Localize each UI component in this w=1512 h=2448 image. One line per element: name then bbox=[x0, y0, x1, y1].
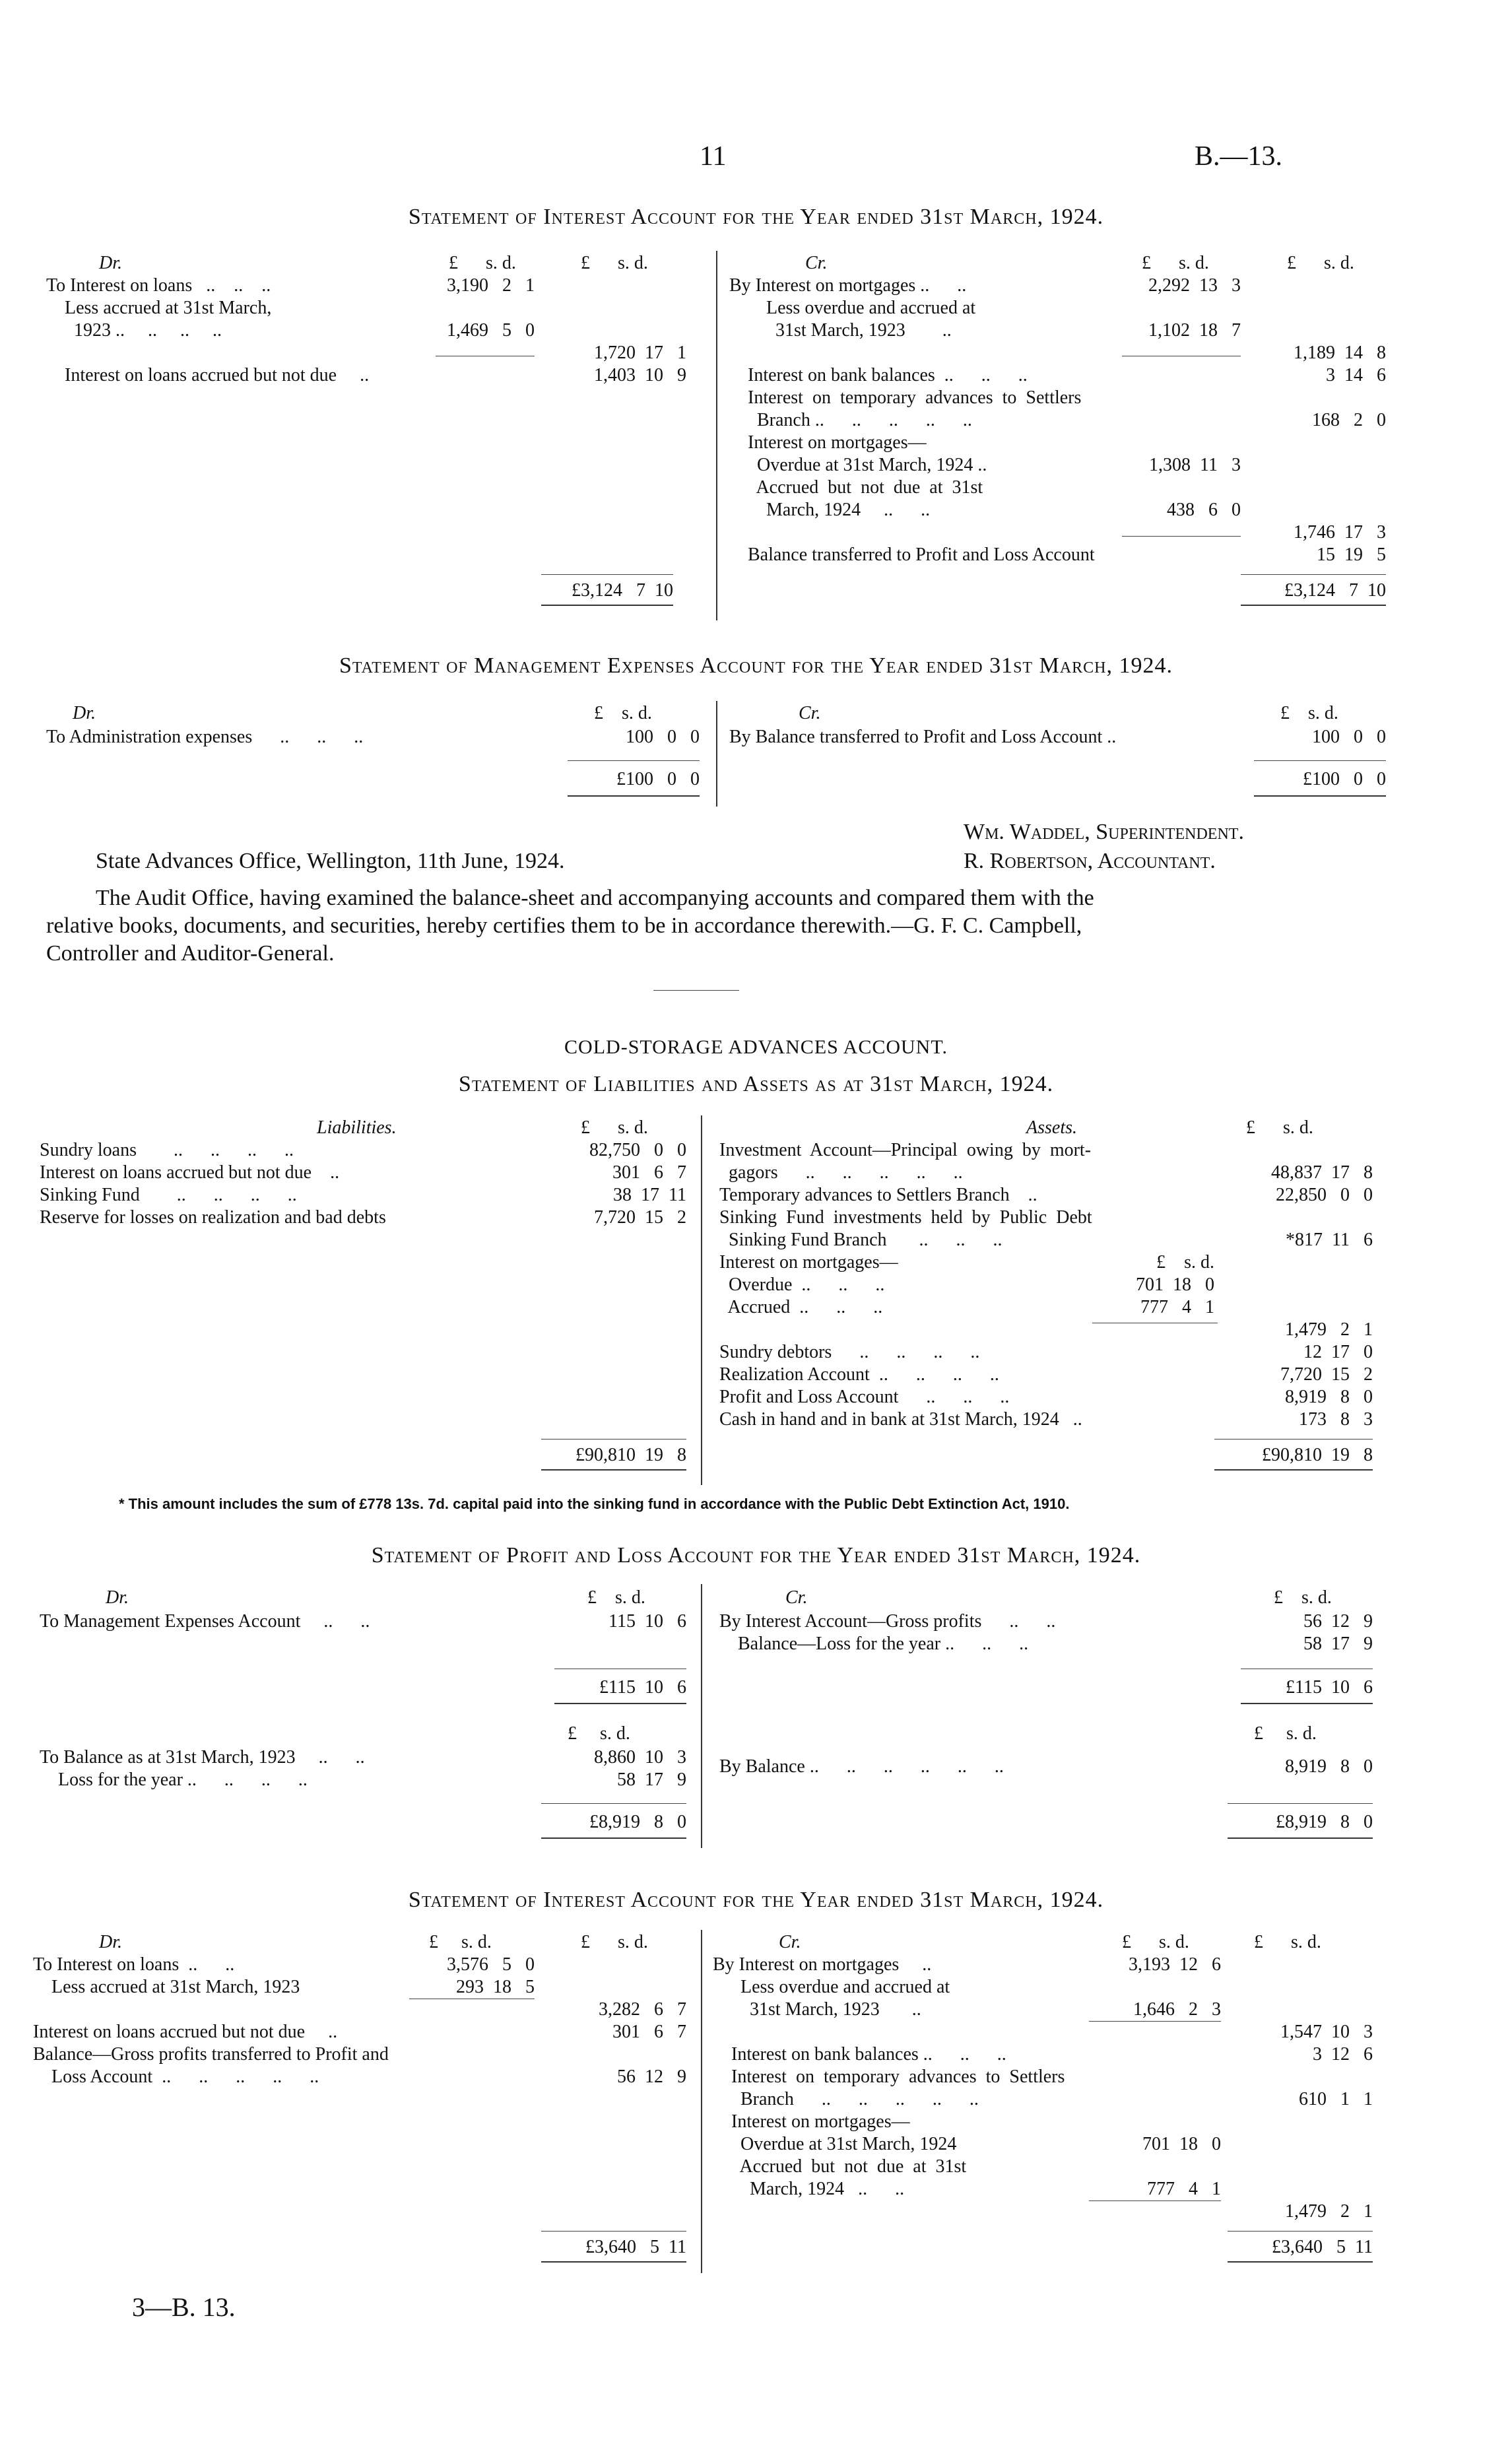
column-heading: £ s. d. bbox=[1122, 1932, 1189, 1952]
ledger-line-text: Interest on loans accrued but not due .. bbox=[33, 2022, 338, 2042]
ledger-line-text: Less overdue and accrued at bbox=[729, 298, 976, 318]
ledger-amount: 56 12 9 bbox=[617, 2067, 686, 2087]
amount: 100 0 0 bbox=[1312, 727, 1386, 747]
sum-rule bbox=[1089, 2021, 1221, 2022]
ledger-line-text: Interest on temporary advances to Settlers bbox=[729, 387, 1082, 408]
audit-certificate-line: relative books, documents, and securities, hereby certifies them to be in accordance therewith.—G. F. C. Campbell, bbox=[46, 913, 1082, 938]
sum-rule bbox=[1122, 536, 1241, 537]
ledger-amount: 82,750 0 0 bbox=[589, 1140, 686, 1160]
ledger-line-text: Reserve for losses on realization and bad debts bbox=[40, 1207, 386, 1228]
ledger-line-text: March, 1924 .. .. bbox=[713, 2179, 905, 2199]
ledger-line-text: Less overdue and accrued at bbox=[713, 1977, 950, 1997]
ledger-amount: 1,308 11 3 bbox=[1149, 455, 1241, 475]
column-heading: £ s. d. bbox=[1274, 1587, 1332, 1608]
ledger-amount: 777 4 1 bbox=[1147, 2179, 1221, 2199]
interest-account-line: By Interest Account—Gross profits .. .. bbox=[719, 1611, 1056, 1632]
dr-label: Dr. bbox=[99, 1932, 123, 1952]
signature-mark: 3—B. 13. bbox=[132, 2292, 236, 2322]
balance-line: To Balance as at 31st March, 1923 .. .. bbox=[40, 1747, 365, 1768]
cold-storage-heading: COLD-STORAGE ADVANCES ACCOUNT. bbox=[564, 1036, 948, 1058]
column-heading: £ s. d. bbox=[581, 253, 648, 273]
ledger-line-text: By Interest on mortgages .. .. bbox=[729, 275, 967, 296]
amount: 100 0 0 bbox=[626, 727, 700, 747]
interest-account-title: Statement of Interest Account for the Year ended 31st March, 1924. bbox=[408, 205, 1104, 229]
ledger-amount: 1,403 10 9 bbox=[594, 365, 686, 385]
ledger-amount: *817 11 6 bbox=[1286, 1230, 1373, 1250]
management-expenses-title: Statement of Management Expenses Account for the Year ended 31st March, 1924. bbox=[339, 653, 1173, 678]
ledger-line-text: Branch .. .. .. .. .. bbox=[729, 410, 972, 430]
ledger-amount: 173 8 3 bbox=[1299, 1409, 1373, 1430]
ledger-line-text: Interest on loans accrued but not due .. bbox=[40, 1162, 340, 1183]
document-reference: B.—13. bbox=[1195, 141, 1283, 172]
total-rule bbox=[1254, 760, 1386, 761]
assets-label: Assets. bbox=[1026, 1117, 1077, 1138]
ledger-line-text: Realization Account .. .. .. .. bbox=[719, 1364, 999, 1385]
management-expenses-line: To Management Expenses Account .. .. bbox=[40, 1611, 370, 1632]
ledger-line-text: Interest on mortgages— bbox=[713, 2111, 910, 2132]
amount: 115 10 6 bbox=[608, 1611, 686, 1632]
cr-label: Cr. bbox=[779, 1932, 801, 1952]
ledger-line-text: Sundry debtors .. .. .. .. bbox=[719, 1342, 980, 1362]
amount: 56 12 9 bbox=[1303, 1611, 1373, 1632]
column-divider bbox=[701, 1115, 702, 1485]
total-double-rule bbox=[541, 2261, 686, 2263]
total-rule bbox=[541, 1803, 686, 1804]
ledger-amount: 3,282 6 7 bbox=[599, 1999, 686, 2020]
ledger-line-text: To Interest on loans .. .. bbox=[33, 1954, 235, 1975]
dr-total: £3,640 5 11 bbox=[585, 2237, 686, 2257]
dr-label: Dr. bbox=[99, 253, 123, 273]
total-rule bbox=[1228, 1803, 1373, 1804]
ledger-line-text: By Interest on mortgages .. bbox=[713, 1954, 932, 1975]
profit-loss-title: Statement of Profit and Loss Account for the Year ended 31st March, 1924. bbox=[371, 1543, 1141, 1568]
ledger-line-text: Less accrued at 31st March, bbox=[46, 298, 272, 318]
administration-expenses-line: To Administration expenses .. .. .. bbox=[46, 727, 364, 747]
ledger-amount: 301 6 7 bbox=[612, 1162, 686, 1183]
ledger-line-text: Interest on loans accrued but not due .. bbox=[46, 365, 370, 385]
ledger-amount: 2,292 13 3 bbox=[1148, 275, 1241, 296]
ledger-amount: 1,646 2 3 bbox=[1133, 1999, 1221, 2020]
total-double-rule bbox=[541, 605, 673, 606]
ledger-amount: 48,837 17 8 bbox=[1271, 1162, 1373, 1183]
ledger-amount: 15 19 5 bbox=[1317, 545, 1386, 565]
ledger-line-text: 31st March, 1923 .. bbox=[713, 1999, 921, 2020]
liabilities-assets-title: Statement of Liabilities and Assets as at 31st March, 1924. bbox=[458, 1072, 1054, 1096]
cr-total: £8,919 8 0 bbox=[1276, 1812, 1373, 1832]
ledger-amount: 3,190 2 1 bbox=[447, 275, 535, 296]
dr-total: £100 0 0 bbox=[616, 769, 700, 789]
footnote: * This amount includes the sum of £778 13s. 7d. capital paid into the sinking fund in accordance with the Public Debt Extinction Act, 1910. bbox=[119, 1496, 1070, 1512]
ledger-amount: 1,547 10 3 bbox=[1280, 2022, 1373, 2042]
audit-certificate-line: Controller and Auditor-General. bbox=[46, 941, 335, 966]
ledger-line-text: Accrued but not due at 31st bbox=[729, 477, 983, 498]
ledger-line-text: Balance transferred to Profit and Loss Account bbox=[729, 545, 1095, 565]
ledger-line-text: March, 1924 .. .. bbox=[729, 500, 931, 520]
ledger-amount: 3 14 6 bbox=[1326, 365, 1386, 385]
ledger-amount: 22,850 0 0 bbox=[1276, 1185, 1373, 1205]
cr-label: Cr. bbox=[785, 1587, 808, 1608]
column-heading: £ s. d. bbox=[1142, 253, 1209, 273]
dr-total: £8,919 8 0 bbox=[589, 1812, 686, 1832]
column-divider bbox=[716, 701, 717, 807]
ledger-line-text: gagors .. .. .. .. .. bbox=[719, 1162, 963, 1183]
ledger-amount: 12 17 0 bbox=[1303, 1342, 1373, 1362]
column-heading: £ s. d. bbox=[568, 1723, 630, 1744]
amount: 58 17 9 bbox=[1303, 1634, 1373, 1654]
cr-total: £100 0 0 bbox=[1303, 769, 1386, 789]
ledger-amount: 301 6 7 bbox=[612, 2022, 686, 2042]
ledger-line-text: Profit and Loss Account .. .. .. bbox=[719, 1387, 1010, 1407]
ledger-amount: 7,720 15 2 bbox=[594, 1207, 686, 1228]
total-double-rule bbox=[541, 1469, 686, 1471]
column-divider bbox=[701, 1930, 702, 2273]
ledger-amount: 701 18 0 bbox=[1142, 2134, 1221, 2154]
ledger-line-text: Loss Account .. .. .. .. .. bbox=[33, 2067, 319, 2087]
total-double-rule bbox=[1214, 1469, 1373, 1471]
ledger-amount: 8,919 8 0 bbox=[1285, 1387, 1373, 1407]
ledger-line-text: 31st March, 1923 .. bbox=[729, 320, 952, 341]
column-heading: £ s. d. bbox=[581, 1117, 648, 1138]
loss-for-year-line: Loss for the year .. .. .. .. bbox=[40, 1770, 308, 1790]
ledger-line-text: Interest on bank balances .. .. .. bbox=[713, 2044, 1006, 2065]
column-heading: £ s. d. bbox=[1287, 253, 1354, 273]
ledger-amount: 7,720 15 2 bbox=[1280, 1364, 1373, 1385]
ledger-line-text: Interest on mortgages— bbox=[719, 1252, 898, 1273]
ledger-amount: 1,102 18 7 bbox=[1148, 320, 1241, 341]
ledger-amount: 293 18 5 bbox=[456, 1977, 535, 1997]
cr-label: Cr. bbox=[799, 703, 821, 723]
column-heading: £ s. d. bbox=[1254, 1723, 1317, 1744]
ledger-line-text: Sundry loans .. .. .. .. bbox=[40, 1140, 294, 1160]
column-heading: £ s. d. bbox=[1246, 1117, 1313, 1138]
ledger-line-text: Sinking Fund .. .. .. .. bbox=[40, 1185, 297, 1205]
column-divider bbox=[716, 251, 717, 620]
total-double-rule bbox=[554, 1703, 686, 1704]
ledger-line-text: Branch .. .. .. .. .. bbox=[713, 2089, 979, 2109]
ledger-amount: £ s. d. bbox=[1156, 1252, 1214, 1273]
ledger-line-text: Overdue .. .. .. bbox=[719, 1274, 885, 1295]
ledger-line-text: Accrued but not due at 31st bbox=[713, 2156, 967, 2177]
column-divider bbox=[701, 1584, 702, 1848]
cr-total: £3,640 5 11 bbox=[1272, 2237, 1373, 2257]
column-heading: £ s. d. bbox=[429, 1932, 492, 1952]
audit-certificate-line: The Audit Office, having examined the balance-sheet and accompanying accounts and compared them with the bbox=[96, 886, 1094, 910]
dr-label: Dr. bbox=[73, 703, 96, 723]
ledger-amount: 168 2 0 bbox=[1312, 410, 1386, 430]
total-double-rule bbox=[1228, 1837, 1373, 1839]
ledger-amount: 1,469 5 0 bbox=[447, 320, 535, 341]
liabilities-total: £90,810 19 8 bbox=[575, 1445, 686, 1465]
superintendent-signature: Wm. Waddel, Superintendent. bbox=[964, 820, 1244, 844]
sum-rule bbox=[1089, 2200, 1221, 2201]
total-double-rule bbox=[1228, 2261, 1373, 2263]
dr-label: Dr. bbox=[106, 1587, 129, 1608]
liabilities-label: Liabilities. bbox=[317, 1117, 397, 1138]
ledger-amount: 701 18 0 bbox=[1136, 1274, 1214, 1295]
total-double-rule bbox=[541, 1837, 686, 1839]
ledger-amount: 1,189 14 8 bbox=[1294, 343, 1386, 363]
amount: 58 17 9 bbox=[617, 1770, 686, 1790]
ledger-line-text: Cash in hand and in bank at 31st March, 1924 .. bbox=[719, 1409, 1082, 1430]
ledger-amount: 610 1 1 bbox=[1299, 2089, 1373, 2109]
ledger-amount: 1,479 2 1 bbox=[1285, 1319, 1373, 1340]
ledger-line-text: Interest on bank balances .. .. .. bbox=[729, 365, 1028, 385]
ledger-amount: 1,479 2 1 bbox=[1285, 2201, 1373, 2222]
amount: 8,919 8 0 bbox=[1285, 1756, 1373, 1777]
cr-total: £115 10 6 bbox=[1286, 1677, 1373, 1698]
ledger-line-text: Balance—Gross profits transferred to Profit and bbox=[33, 2044, 389, 2065]
ledger-line-text: Temporary advances to Settlers Branch .. bbox=[719, 1185, 1037, 1205]
ledger-line-text: Sinking Fund Branch .. .. .. bbox=[719, 1230, 1003, 1250]
ledger-amount: 777 4 1 bbox=[1140, 1297, 1214, 1317]
column-heading: £ s. d. bbox=[594, 703, 652, 723]
interest-account-title-2: Statement of Interest Account for the Year ended 31st March, 1924. bbox=[408, 1888, 1104, 1912]
assets-total: £90,810 19 8 bbox=[1262, 1445, 1373, 1465]
ledger-amount: 1,746 17 3 bbox=[1294, 522, 1386, 543]
ledger-line-text: Overdue at 31st March, 1924 .. bbox=[729, 455, 987, 475]
section-separator bbox=[653, 990, 739, 991]
ledger-amount: 3,576 5 0 bbox=[447, 1954, 535, 1975]
by-balance-line: By Balance .. .. .. .. .. .. bbox=[719, 1756, 1004, 1777]
accountant-signature: R. Robertson, Accountant. bbox=[964, 849, 1216, 873]
ledger-line-text: Sinking Fund investments held by Public Debt bbox=[719, 1207, 1092, 1228]
page-number: 11 bbox=[700, 141, 727, 172]
column-heading: £ s. d. bbox=[587, 1587, 645, 1608]
ledger-amount: 38 17 11 bbox=[613, 1185, 686, 1205]
ledger-line-text: Accrued .. .. .. bbox=[719, 1297, 883, 1317]
ledger-line-text: 1923 .. .. .. .. bbox=[46, 320, 222, 341]
column-heading: £ s. d. bbox=[1280, 703, 1338, 723]
total-rule bbox=[568, 760, 700, 761]
balance-transferred-line: By Balance transferred to Profit and Loss Account .. bbox=[729, 727, 1117, 747]
total-rule bbox=[1228, 2231, 1373, 2232]
total-rule bbox=[1241, 574, 1386, 575]
total-double-rule bbox=[1241, 1703, 1373, 1704]
dr-total: £3,124 7 10 bbox=[572, 580, 673, 601]
ledger-amount: 1,720 17 1 bbox=[594, 343, 686, 363]
column-heading: £ s. d. bbox=[449, 253, 516, 273]
balance-loss-line: Balance—Loss for the year .. .. .. bbox=[719, 1634, 1029, 1654]
amount: 8,860 10 3 bbox=[594, 1747, 686, 1768]
column-heading: £ s. d. bbox=[1254, 1932, 1321, 1952]
cr-label: Cr. bbox=[805, 253, 828, 273]
total-double-rule bbox=[1254, 795, 1386, 797]
total-rule bbox=[541, 2231, 686, 2232]
ledger-amount: 438 6 0 bbox=[1167, 500, 1241, 520]
ledger-line-text: Interest on temporary advances to Settlers bbox=[713, 2067, 1065, 2087]
column-heading: £ s. d. bbox=[581, 1932, 648, 1952]
ledger-line-text: Interest on mortgages— bbox=[729, 432, 927, 453]
ledger-line-text: Less accrued at 31st March, 1923 bbox=[33, 1977, 300, 1997]
office-and-date: State Advances Office, Wellington, 11th June, 1924. bbox=[96, 849, 565, 873]
ledger-line-text: Overdue at 31st March, 1924 bbox=[713, 2134, 957, 2154]
ledger-amount: 3,193 12 6 bbox=[1129, 1954, 1221, 1975]
cr-total: £3,124 7 10 bbox=[1284, 580, 1386, 601]
ledger-amount: 3 12 6 bbox=[1313, 2044, 1373, 2065]
total-rule bbox=[541, 574, 673, 575]
total-double-rule bbox=[568, 795, 700, 797]
ledger-line-text: To Interest on loans .. .. .. bbox=[46, 275, 271, 296]
total-double-rule bbox=[1241, 605, 1386, 606]
ledger-line-text: Investment Account—Principal owing by mort- bbox=[719, 1140, 1092, 1160]
dr-total: £115 10 6 bbox=[599, 1677, 686, 1698]
